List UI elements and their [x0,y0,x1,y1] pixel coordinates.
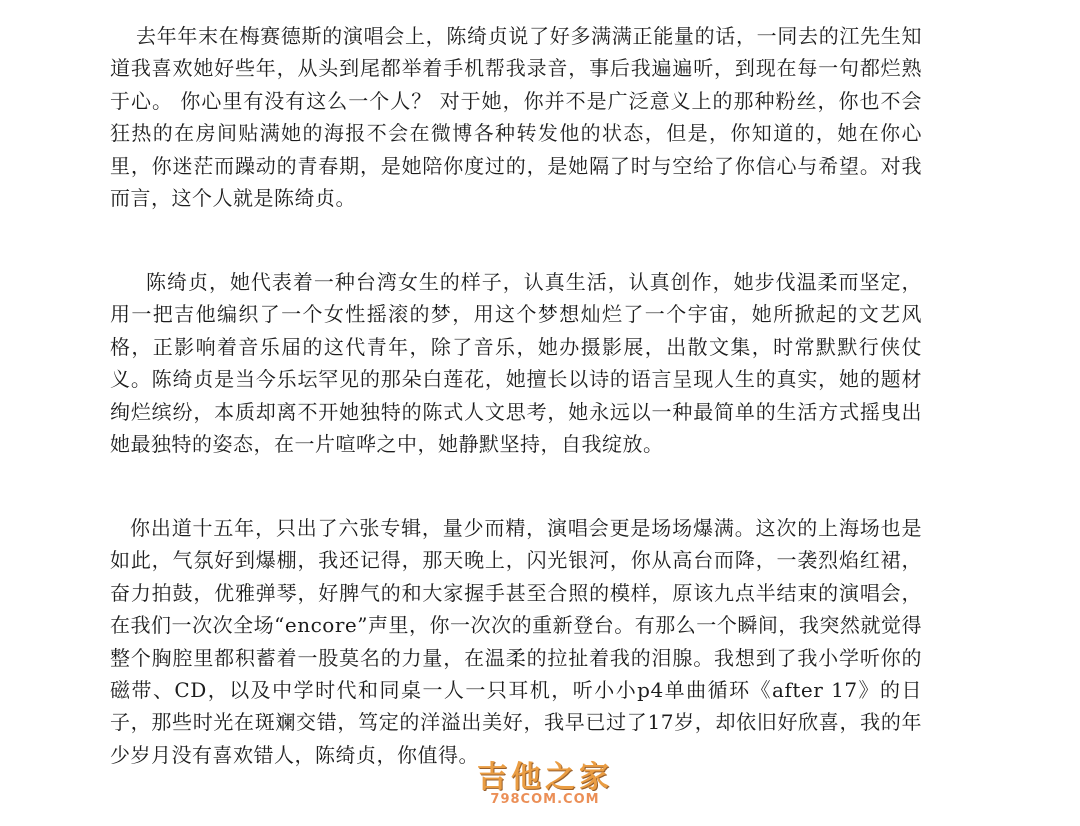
site-watermark [470,752,620,818]
watermark-title: 吉他之家 [477,760,613,795]
article-paragraph-3: 你出道十五年，只出了六张专辑，量少而精，演唱会更是场场爆满。这次的上海场也是如此，气氛好到爆棚，我还记得，那天晚上，闪光银河，你从高台而降，一袭烈焰红裙，奋力拍鼓，优雅弹琴，好脾气的和大家握手甚至合照的模样，原该九点半结束的演唱会，在我们一次次全场“encore”声里，你一次次的重新登台。有那么一个瞬间，我突然就觉得整个胸腔里都积蓄着一股莫名的力量，在温柔的拉扯着我的泪腺。我想到了我小学听你的磁带、CD，以及中学时代和同桌一人一只耳机，听小小p4单曲循环《after 17》的日子，那些时光在斑斓交错，笃定的洋溢出美好，我早已过了17岁，却依旧好欣喜，我的年少岁月没有喜欢错人，陈绮贞，你值得。 [110,516,922,767]
article-paragraph-2: 陈绮贞，她代表着一种台湾女生的样子，认真生活，认真创作，她步伐温柔而坚定，用一把吉他编织了一个女性摇滚的梦，用这个梦想灿烂了一个宇宙，她所掀起的文艺风格，正影响着音乐届的这代青年，除了音乐，她办摄影展，出散文集，时常默默行侠仗义。陈绮贞是当今乐坛罕见的那朵白莲花，她擅长以诗的语言呈现人生的真实，她的题材绚烂缤纷，本质却离不开她独特的陈式人文思考，她永远以一种最简单的生活方式摇曳出她最独特的姿态，在一片喧哗之中，她静默坚持，自我绽放。 [110,270,922,457]
watermark-site: 798COM.COM [490,792,600,807]
article-paragraph-1: 去年年末在梅赛德斯的演唱会上，陈绮贞说了好多满满正能量的话，一同去的江先生知道我喜欢她好些年，从头到尾都举着手机帮我录音，事后我遍遍听，到现在每一句都烂熟于心。 你心里有没有这么一个人？ 对于她，你并不是广泛意义上的那种粉丝，你也不会狂热的在房间贴满她的海报不会在微博各种转发他的状态，但是，你知道的，她在你心里，你迷茫而躁动的青春期，是她陪你度过的，是她隔了时与空给了你信心与希望。对我而言，这个人就是陈绮贞。 [110,24,922,211]
